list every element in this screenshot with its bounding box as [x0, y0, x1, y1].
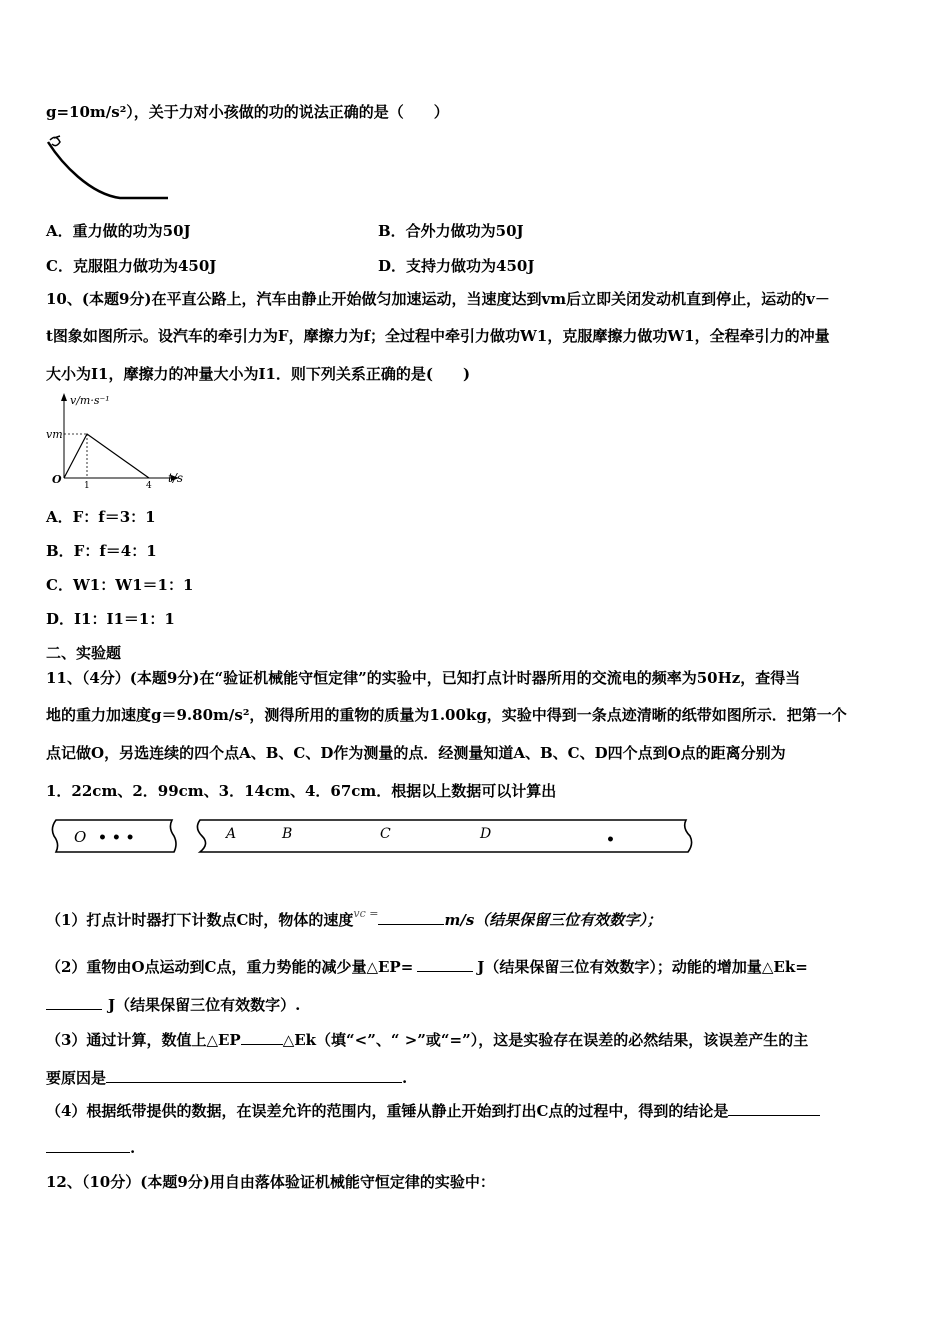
q11-sub3 [46, 1030, 808, 1050]
q10-option-c: C．W1：W1＝1：1 [46, 576, 194, 594]
tape-right-segment [197, 820, 691, 852]
q10-line1: 10、(本题9分)在平直公路上，汽车由静止开始做匀加速运动，当速度达到vm后立即关闭发动机直到停止，运动的v－ [46, 290, 830, 308]
q11-sub1 [46, 907, 662, 932]
q11-sub4-line2 [46, 1138, 135, 1158]
q11-line1: 11、（4分）(本题9分)在“验证机械能守恒定律”的实验中，已知打点计时器所用的交流电的频率为50Hz，查得当 [46, 669, 801, 687]
q12-line1: 12、（10分）(本题9分)用自由落体验证机械能守恒定律的实验中： [46, 1173, 495, 1191]
q11-sub3-blank2[interactable] [106, 1068, 402, 1083]
tape-label-o: O [74, 828, 87, 846]
q11-sub4-text-b: . [130, 1139, 136, 1157]
q10-line2: t图象如图所示。设汽车的牵引力为F，摩擦力为f；全过程中牵引力做功W1，克服摩擦力做功W1，全程牵引力的冲量 [46, 327, 830, 345]
q11-sub3-text-d: . [402, 1069, 408, 1087]
q9-option-a: A．重力做的功为50J [46, 222, 191, 240]
q11-sub4-blank1[interactable] [728, 1101, 820, 1116]
vc-symbol: vc = [353, 907, 379, 920]
q11-sub4 [46, 1101, 820, 1121]
tape-end-dot: • [606, 832, 615, 848]
q11-sub3-text-a: （3）通过计算，数值上△EP [46, 1031, 241, 1049]
t2-label: 4 [146, 481, 152, 490]
q11-sub3-text-c: 要原因是 [46, 1069, 107, 1087]
vm-label: vm [46, 428, 63, 441]
q11-sub1-text-b: m/s（结果保留三位有效数字）； [444, 911, 662, 929]
q11-line2: 地的重力加速度g＝9.80m/s²，测得所用的重物的质量为1.00kg，实验中得到一条点迹清晰的纸带如图所示．把第一个 [46, 706, 847, 724]
q11-sub1-blank[interactable] [378, 910, 444, 925]
slide-curve [48, 142, 168, 198]
q11-sub2-blank1[interactable] [417, 957, 473, 972]
q11-sub2 [46, 957, 808, 977]
q11-sub3-line2 [46, 1068, 407, 1088]
q11-sub1-text-a: （1）打点计时器打下计数点C时，物体的速度 [46, 911, 354, 929]
q11-sub2-text-a: （2）重物由O点运动到C点，重力势能的减少量△EP= [46, 958, 414, 976]
q11-sub2-blank2[interactable] [46, 995, 102, 1010]
t1-label: 1 [84, 481, 90, 490]
paper-tape-figure [50, 814, 700, 860]
x-axis-label: t/s [168, 471, 184, 485]
tape-dots: • • • [98, 830, 135, 846]
tape-label-d: D [480, 826, 492, 842]
slide-figure [40, 134, 180, 206]
q11-sub2-line2 [46, 995, 300, 1015]
q11-sub3-blank1[interactable] [241, 1030, 283, 1045]
y-axis-arrow [61, 393, 67, 401]
q9-intro: g=10m/s²），关于力对小孩做的功的说法正确的是（ ） [46, 103, 449, 121]
vt-graph [44, 390, 194, 490]
tape-label-c: C [380, 826, 391, 842]
q11-sub2-text-c: J（结果保留三位有效数字）. [108, 996, 301, 1014]
q11-line3: 点记做O，另选连续的四个点A、B、C、D作为测量的点．经测量知道A、B、C、D四个点到O点的距离分别为 [46, 744, 786, 762]
q9-option-d: D．支持力做功为450J [378, 257, 535, 275]
q9-option-c: C．克服阻力做功为450J [46, 257, 217, 275]
vt-line [64, 434, 149, 478]
tape-label-a: A [226, 826, 237, 842]
q11-sub3-text-b: △Ek（填“<”、“ >”或“=”），这是实验存在误差的必然结果，该误差产生的主 [282, 1031, 809, 1049]
q10-option-d: D．I1：I1＝1：1 [46, 610, 175, 628]
q10-line3: 大小为I1，摩擦力的冲量大小为I1．则下列关系正确的是( ) [46, 365, 471, 383]
q11-line4: 1．22cm、2．99cm、3．14cm、4．67cm．根据以上数据可以计算出 [46, 782, 557, 800]
q11-sub2-text-b: J（结果保留三位有效数字）；动能的增加量△Ek= [477, 958, 808, 976]
q11-sub4-blank2[interactable] [46, 1138, 130, 1153]
origin-label: O [52, 473, 62, 486]
q11-sub4-text-a: （4）根据纸带提供的数据，在误差允许的范围内，重锤从静止开始到打出C点的过程中，得到的结论是 [46, 1102, 729, 1120]
q10-option-b: B．F：f＝4：1 [46, 542, 157, 560]
y-axis-label: v/m·s⁻¹ [70, 394, 110, 407]
child-icon [50, 136, 60, 146]
section-heading: 二、实验题 [46, 644, 122, 662]
q10-option-a: A．F：f＝3：1 [46, 508, 156, 526]
tape-label-b: B [282, 826, 293, 842]
q9-option-b: B．合外力做功为50J [378, 222, 524, 240]
